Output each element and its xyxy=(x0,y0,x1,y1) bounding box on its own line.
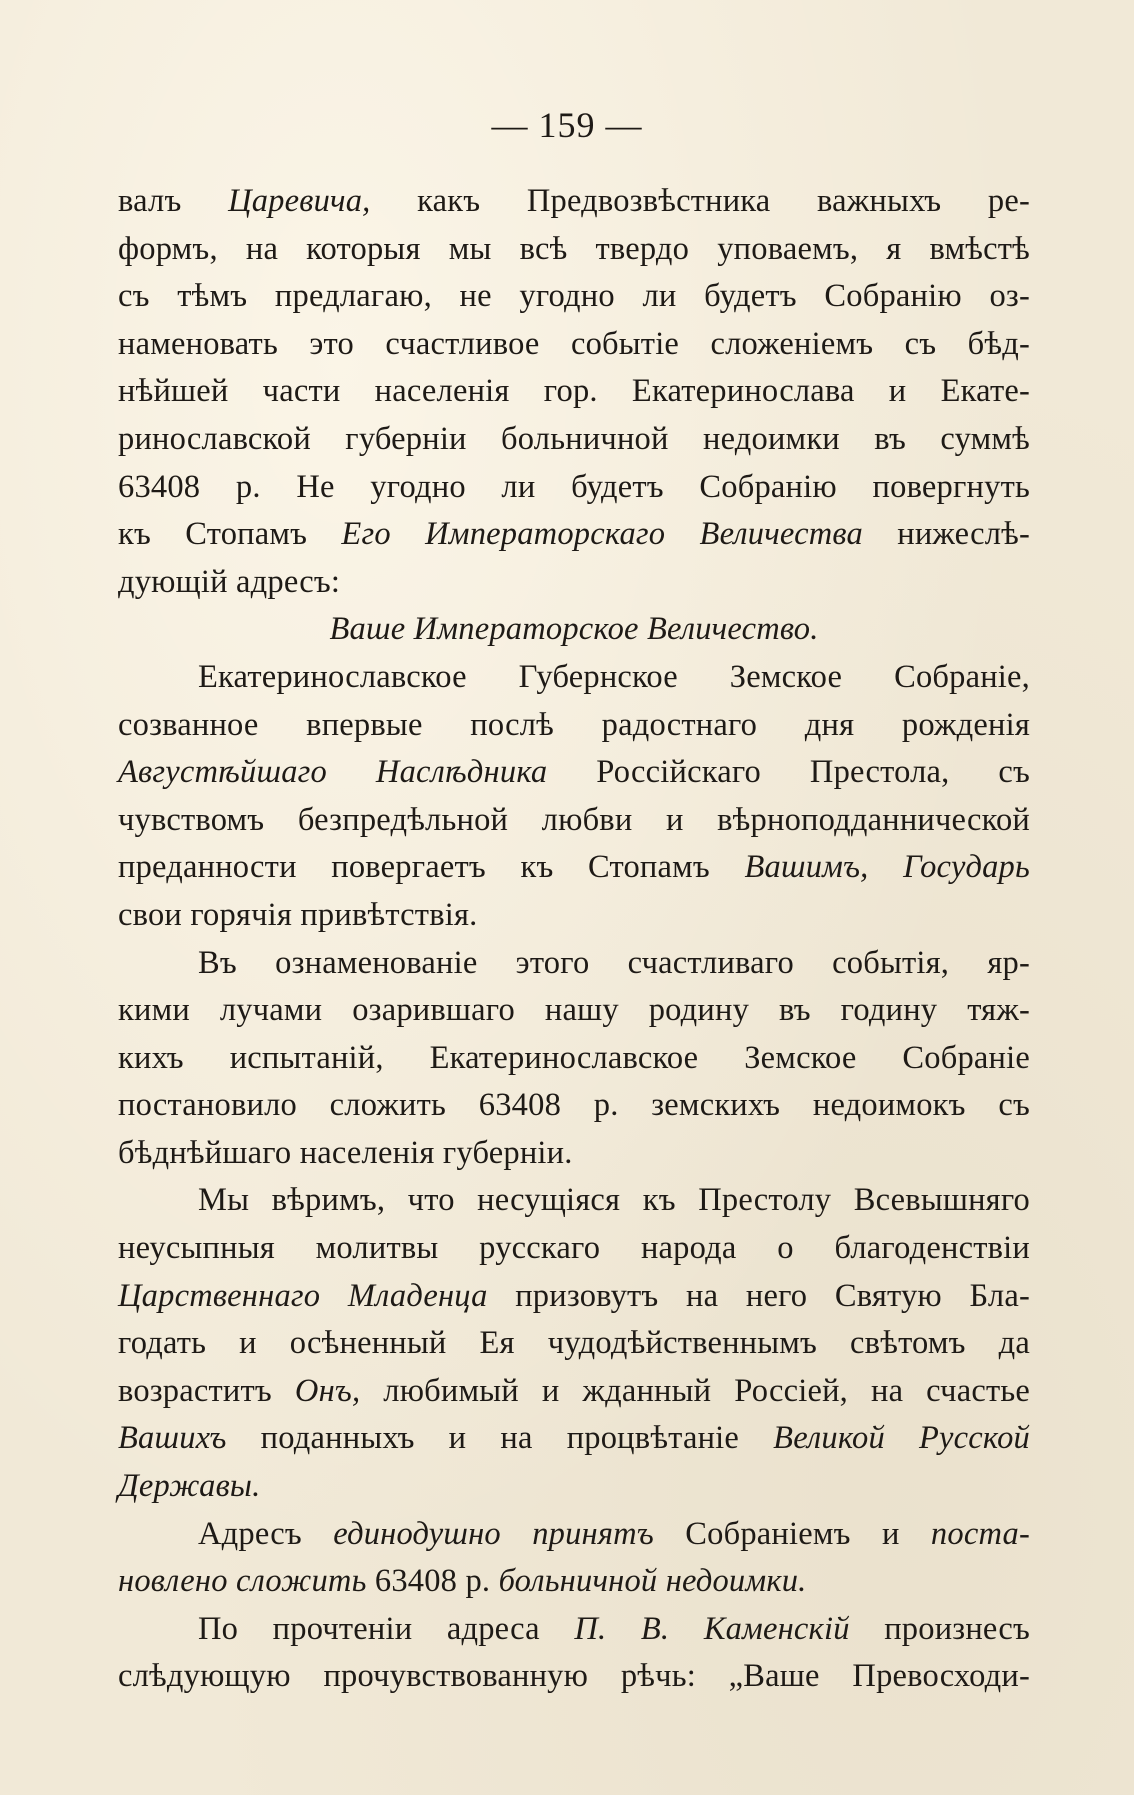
text-line: Державы. xyxy=(118,1468,261,1505)
text-line: слѣдующую прочувствованную рѣчь: „Ваше Превосходи- xyxy=(118,1658,1030,1695)
text-line: дующій адресъ: xyxy=(118,563,341,600)
text-line: 63408 р. Не угодно ли будетъ Собранію повергнуть xyxy=(118,468,1030,505)
text-line: Августѣйшаго Наслѣдника Россійскаго Престола, съ xyxy=(118,754,1030,791)
text-line: бѣднѣйшаго населенія губерніи. xyxy=(118,1134,573,1171)
text-line: годать и осѣненный Ея чудодѣйственнымъ свѣтомъ да xyxy=(118,1325,1030,1362)
text-line: По прочтеніи адреса П. В. Каменскій произнесъ xyxy=(198,1610,1030,1647)
text-line: формъ, на которыя мы всѣ твердо уповаемъ, я вмѣстѣ xyxy=(118,230,1030,267)
page-number: — 159 — xyxy=(491,105,643,145)
text-line: преданности повергаетъ къ Стопамъ Вашимъ, Государь xyxy=(118,849,1030,886)
text-line: Царственнаго Младенца призовутъ на него Святую Бла- xyxy=(118,1277,1030,1314)
text-line: новлено сложить 63408 р. больничной недоимки. xyxy=(118,1563,807,1600)
text-line: наменовать это счастливое событіе сложеніемъ съ бѣд- xyxy=(118,325,1030,362)
text-line: неусыпныя молитвы русскаго народа о благоденствіи xyxy=(118,1230,1030,1267)
text-line: возраститъ Онъ, любимый и жданный Россіей, на счастье xyxy=(118,1372,1030,1409)
text-line: къ Стопамъ Его Императорскаго Величества нижеслѣ- xyxy=(118,516,1030,553)
text-line: ринославской губерніи больничной недоимки въ суммѣ xyxy=(118,420,1030,457)
text-line: Адресъ единодушно принятъ Собраніемъ и поста- xyxy=(198,1515,1030,1552)
text-line: Ваше Императорское Величество. xyxy=(329,611,819,648)
text-line: созванное впервые послѣ радостнаго дня рожденія xyxy=(118,706,1030,743)
text-line: постановило сложить 63408 р. земскихъ недоимокъ съ xyxy=(118,1087,1030,1124)
text-line: Вашихъ поданныхъ и на процвѣтаніе Великой Русской xyxy=(118,1420,1030,1457)
text-line: кими лучами озарившаго нашу родину въ годину тяж- xyxy=(118,992,1030,1029)
text-line: Мы вѣримъ, что несущіяся къ Престолу Всевышняго xyxy=(198,1182,1030,1219)
text-line: кихъ испытаній, Екатеринославское Земское Собраніе xyxy=(118,1039,1030,1076)
text-line: свои горячія привѣтствія. xyxy=(118,896,478,933)
text-line: Въ ознаменованіе этого счастливаго событія, яр- xyxy=(198,944,1030,981)
page-body-text xyxy=(118,178,1030,1701)
text-line: нѣйшей части населенія гор. Екатеринослава и Екате- xyxy=(118,373,1030,410)
text-line: валъ Царевича, какъ Предвозвѣстника важныхъ ре- xyxy=(118,183,1030,219)
text-line: съ тѣмъ предлагаю, не угодно ли будетъ Собранію оз- xyxy=(118,278,1030,315)
text-line: чувствомъ безпредѣльной любви и вѣрноподданнической xyxy=(118,801,1030,838)
text-line: Екатеринославское Губернское Земское Собраніе, xyxy=(198,658,1030,695)
